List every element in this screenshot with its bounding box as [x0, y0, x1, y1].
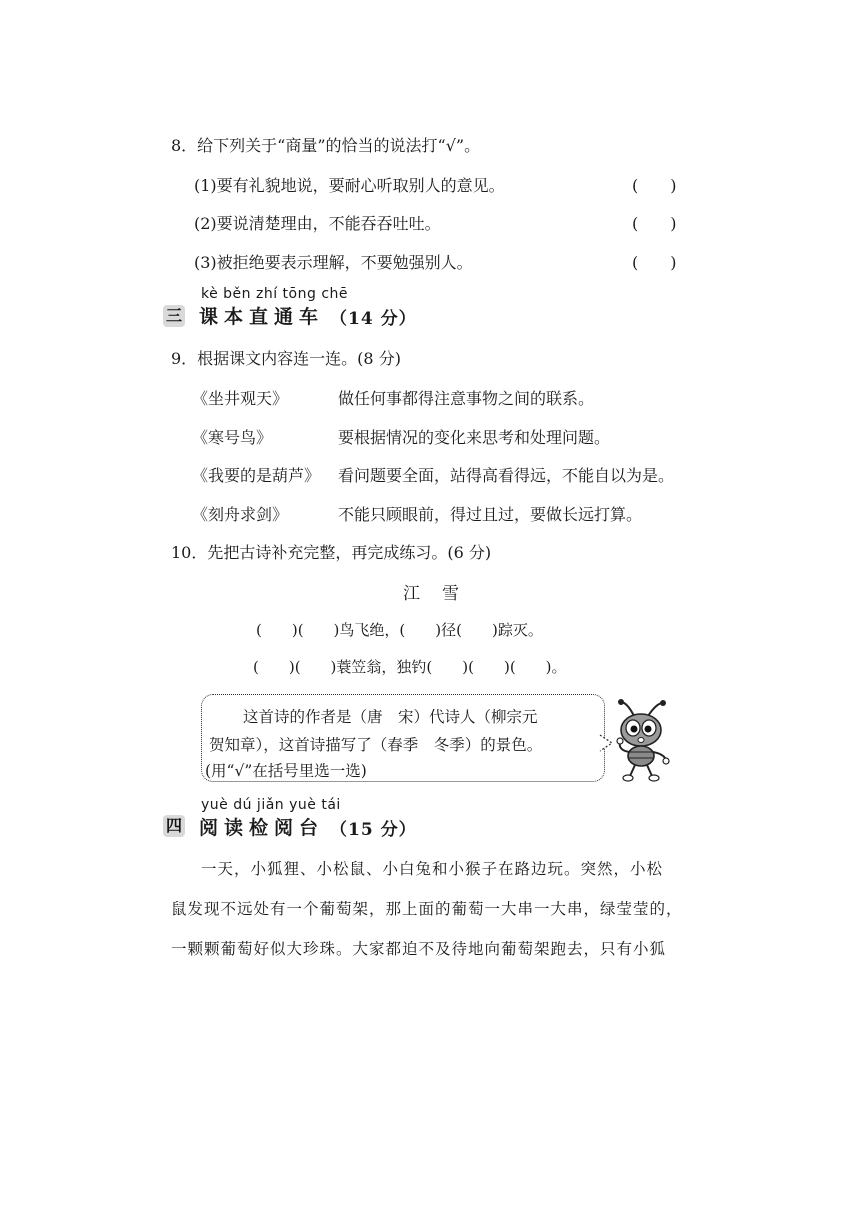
q8-item-1-answer[interactable]: ( ): [632, 176, 677, 195]
q8-item-1: (1)要有礼貌地说，要耐心听取别人的意见。: [194, 176, 505, 195]
question-10-title: 10．先把古诗补充完整，再完成练习。(6 分): [171, 543, 492, 562]
q9-right-item: 做任何事都得注意事物之间的联系。: [338, 389, 595, 408]
bubble-text-line-1: 这首诗的作者是（唐 宋）代诗人（柳宗元: [243, 708, 538, 726]
q8-item-2-answer[interactable]: ( ): [632, 214, 677, 233]
q9-left-item: 《我要的是葫芦》: [192, 466, 321, 485]
bubble-text-line-3: (用“√”在括号里选一选): [205, 762, 367, 780]
q9-right-item: 要根据情况的变化来思考和处理问题。: [338, 428, 611, 447]
section-3-number-badge: 三: [163, 305, 185, 327]
section-3-score: （14 分）: [330, 309, 417, 329]
q9-left-item: 《刻舟求剑》: [192, 505, 289, 524]
q8-item-3-answer[interactable]: ( ): [632, 253, 677, 272]
section-4-title: 阅读检阅台: [199, 817, 325, 839]
question-9-title: 9．根据课文内容连一连。(8 分): [171, 349, 401, 368]
q9-right-item: 不能只顾眼前，得过且过，要做长远打算。: [338, 505, 643, 524]
section-3-pinyin: kè běn zhí tōng chē: [201, 286, 349, 302]
section-4-pinyin: yuè dú jiǎn yuè tái: [201, 797, 341, 813]
q8-item-2: (2)要说清楚理由，不能吞吞吐吐。: [194, 214, 441, 233]
reading-line-3: 一颗颗葡萄好似大珍珠。大家都迫不及待地向葡萄架跑去，只有小狐: [171, 940, 667, 958]
ant-mascot-icon: [606, 698, 676, 784]
q9-left-item: 《坐井观天》: [192, 389, 289, 408]
section-4-number-badge: 四: [163, 815, 185, 837]
poem-line-2[interactable]: ( )( )蓑笠翁，独钓( )( )( )。: [253, 658, 567, 676]
question-8-title: 8．给下列关于“商量”的恰当的说法打“√”。: [171, 136, 481, 155]
reading-line-1: 一天，小狐狸、小松鼠、小白兔和小猴子在路边玩。突然，小松: [201, 860, 664, 878]
section-4-score: （15 分）: [330, 820, 417, 840]
section-3-title: 课本直通车: [199, 306, 325, 328]
reading-line-2: 鼠发现不远处有一个葡萄架，那上面的葡萄一大串一大串，绿莹莹的，: [171, 900, 683, 918]
q8-item-3: (3)被拒绝要表示理解，不要勉强别人。: [194, 253, 473, 272]
q9-left-item: 《寒号鸟》: [192, 428, 273, 447]
poem-line-1[interactable]: ( )( )鸟飞绝，( )径( )踪灭。: [256, 621, 543, 639]
poem-title: 江雪: [403, 584, 481, 604]
q9-right-item: 看问题要全面，站得高看得远，不能自以为是。: [338, 466, 675, 485]
bubble-text-line-2: 贺知章），这首诗描写了（春季 冬季）的景色。: [209, 736, 543, 754]
